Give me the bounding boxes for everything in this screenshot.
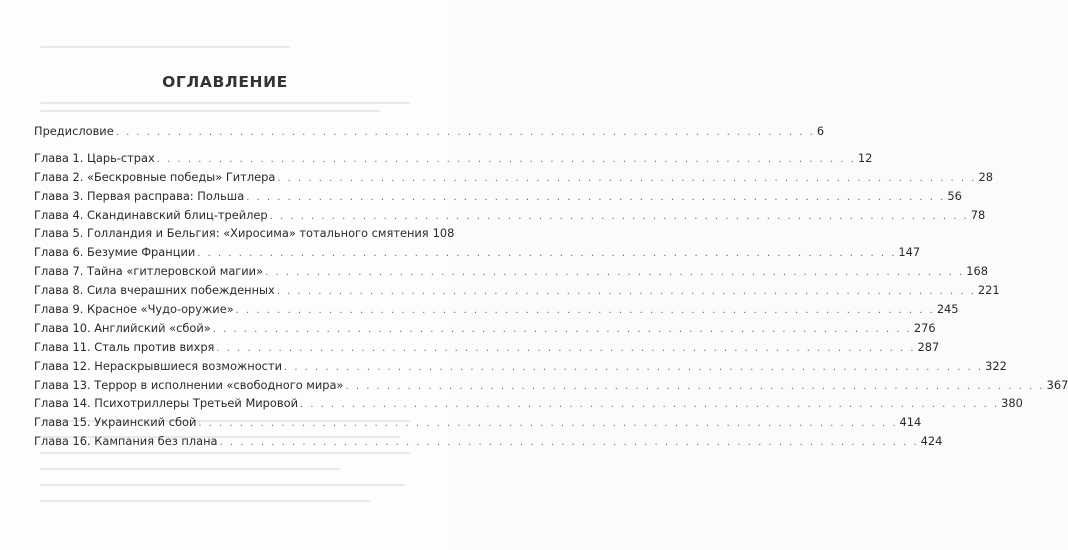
toc-entry-title: Глава 3. Первая расправа: Польша <box>34 188 245 203</box>
toc-entry-chapter[interactable] <box>34 394 1023 413</box>
toc-entry-chapter[interactable] <box>34 224 455 243</box>
toc-entry-page: 221 <box>977 283 1000 298</box>
toc-entry-page: 414 <box>899 415 922 430</box>
toc-entry-page: 56 <box>947 188 962 203</box>
dot-leader <box>345 378 1044 397</box>
toc-entry-chapter[interactable] <box>34 413 922 432</box>
toc-entry-title: Глава 14. Психотриллеры Третьей Мировой <box>34 396 298 411</box>
dot-leader <box>277 170 976 189</box>
dot-leader <box>116 124 815 143</box>
toc-entry-page: 168 <box>966 264 988 279</box>
toc-entry-title: Глава 6. Безумие Франции <box>34 245 196 260</box>
toc-entry-chapter[interactable] <box>34 149 873 168</box>
toc-entry-page: 28 <box>978 169 993 184</box>
toc-entry-page: 287 <box>917 339 940 354</box>
toc-entry-chapter[interactable] <box>34 338 940 357</box>
toc-entry-title: Глава 10. Английский «сбой» <box>34 320 211 335</box>
toc-entry-chapter[interactable] <box>34 206 986 225</box>
toc-entry-page: 108 <box>432 226 455 241</box>
toc-entry-page: 322 <box>985 358 1007 373</box>
dot-leader <box>246 189 945 208</box>
toc-entry-page: 78 <box>970 207 986 222</box>
toc-entry-chapter[interactable] <box>34 243 921 262</box>
dot-leader <box>300 396 999 415</box>
dot-leader <box>277 283 976 302</box>
dot-leader <box>265 264 964 283</box>
toc-entry-page: 245 <box>936 302 959 317</box>
toc-entry-chapter[interactable] <box>34 168 993 187</box>
toc-entry-title: Глава 9. Красное «Чудо-оружие» <box>34 302 234 317</box>
dot-leader <box>220 434 919 453</box>
show-through <box>40 110 380 112</box>
toc-entry-chapter[interactable] <box>34 319 936 338</box>
toc-entry-title: Глава 8. Сила вчерашних побежденных <box>34 283 275 298</box>
toc-entry-chapter[interactable] <box>34 262 988 281</box>
toc-entry-chapter[interactable] <box>34 187 962 206</box>
dot-leader <box>284 359 983 378</box>
dot-leader <box>236 302 935 321</box>
toc-entry-title: Глава 11. Сталь против вихря <box>34 339 215 354</box>
show-through <box>40 468 340 470</box>
toc-entry-page: 6 <box>816 124 825 138</box>
toc-entry-title: Глава 7. Тайна «гитлеровской магии» <box>34 264 264 279</box>
toc-entry-page: 12 <box>857 150 873 165</box>
dot-leader <box>198 415 897 434</box>
toc-entry-page: 147 <box>898 245 921 260</box>
toc-entry-chapter[interactable] <box>34 432 943 451</box>
toc-entry-title: Глава 2. «Бескровные победы» Гитлера <box>34 169 276 184</box>
toc-entry-title: Предисловие <box>34 124 114 138</box>
toc-entry-title: Глава 5. Голландия и Бельгия: «Хиросима» тотального смятения <box>34 226 429 241</box>
toc-entry-chapter[interactable] <box>34 376 1068 395</box>
toc-entry-chapter[interactable] <box>34 357 1007 376</box>
toc-entry-title: Глава 4. Скандинавский блиц-трейлер <box>34 207 268 222</box>
toc-entry-page: 380 <box>1001 396 1023 411</box>
show-through <box>40 484 405 486</box>
show-through <box>40 102 410 104</box>
toc-entry-title: Глава 13. Террор в исполнении «свободного мира» <box>34 377 344 392</box>
toc-entry-title: Глава 15. Украинский сбой <box>34 415 197 430</box>
show-through <box>40 500 370 502</box>
toc-entry-page: 424 <box>920 434 943 449</box>
dot-leader <box>197 245 896 264</box>
toc-entry-preface[interactable] <box>34 122 825 141</box>
toc-entry-chapter[interactable] <box>34 281 1000 300</box>
toc-entry-title: Глава 1. Царь-страх <box>34 150 155 165</box>
dot-leader <box>213 321 912 340</box>
toc-heading: ОГЛАВЛЕНИЕ <box>162 73 288 91</box>
toc-entry-chapter[interactable] <box>34 300 959 319</box>
toc-entry-title: Глава 12. Нераскрывшиеся возможности <box>34 358 282 373</box>
show-through <box>40 46 290 48</box>
toc-entry-page: 367 <box>1046 377 1068 392</box>
toc-entry-title: Глава 16. Кампания без плана <box>34 434 218 449</box>
toc-list <box>34 122 1068 451</box>
toc-entry-page: 276 <box>913 320 936 335</box>
dot-leader <box>216 340 915 359</box>
